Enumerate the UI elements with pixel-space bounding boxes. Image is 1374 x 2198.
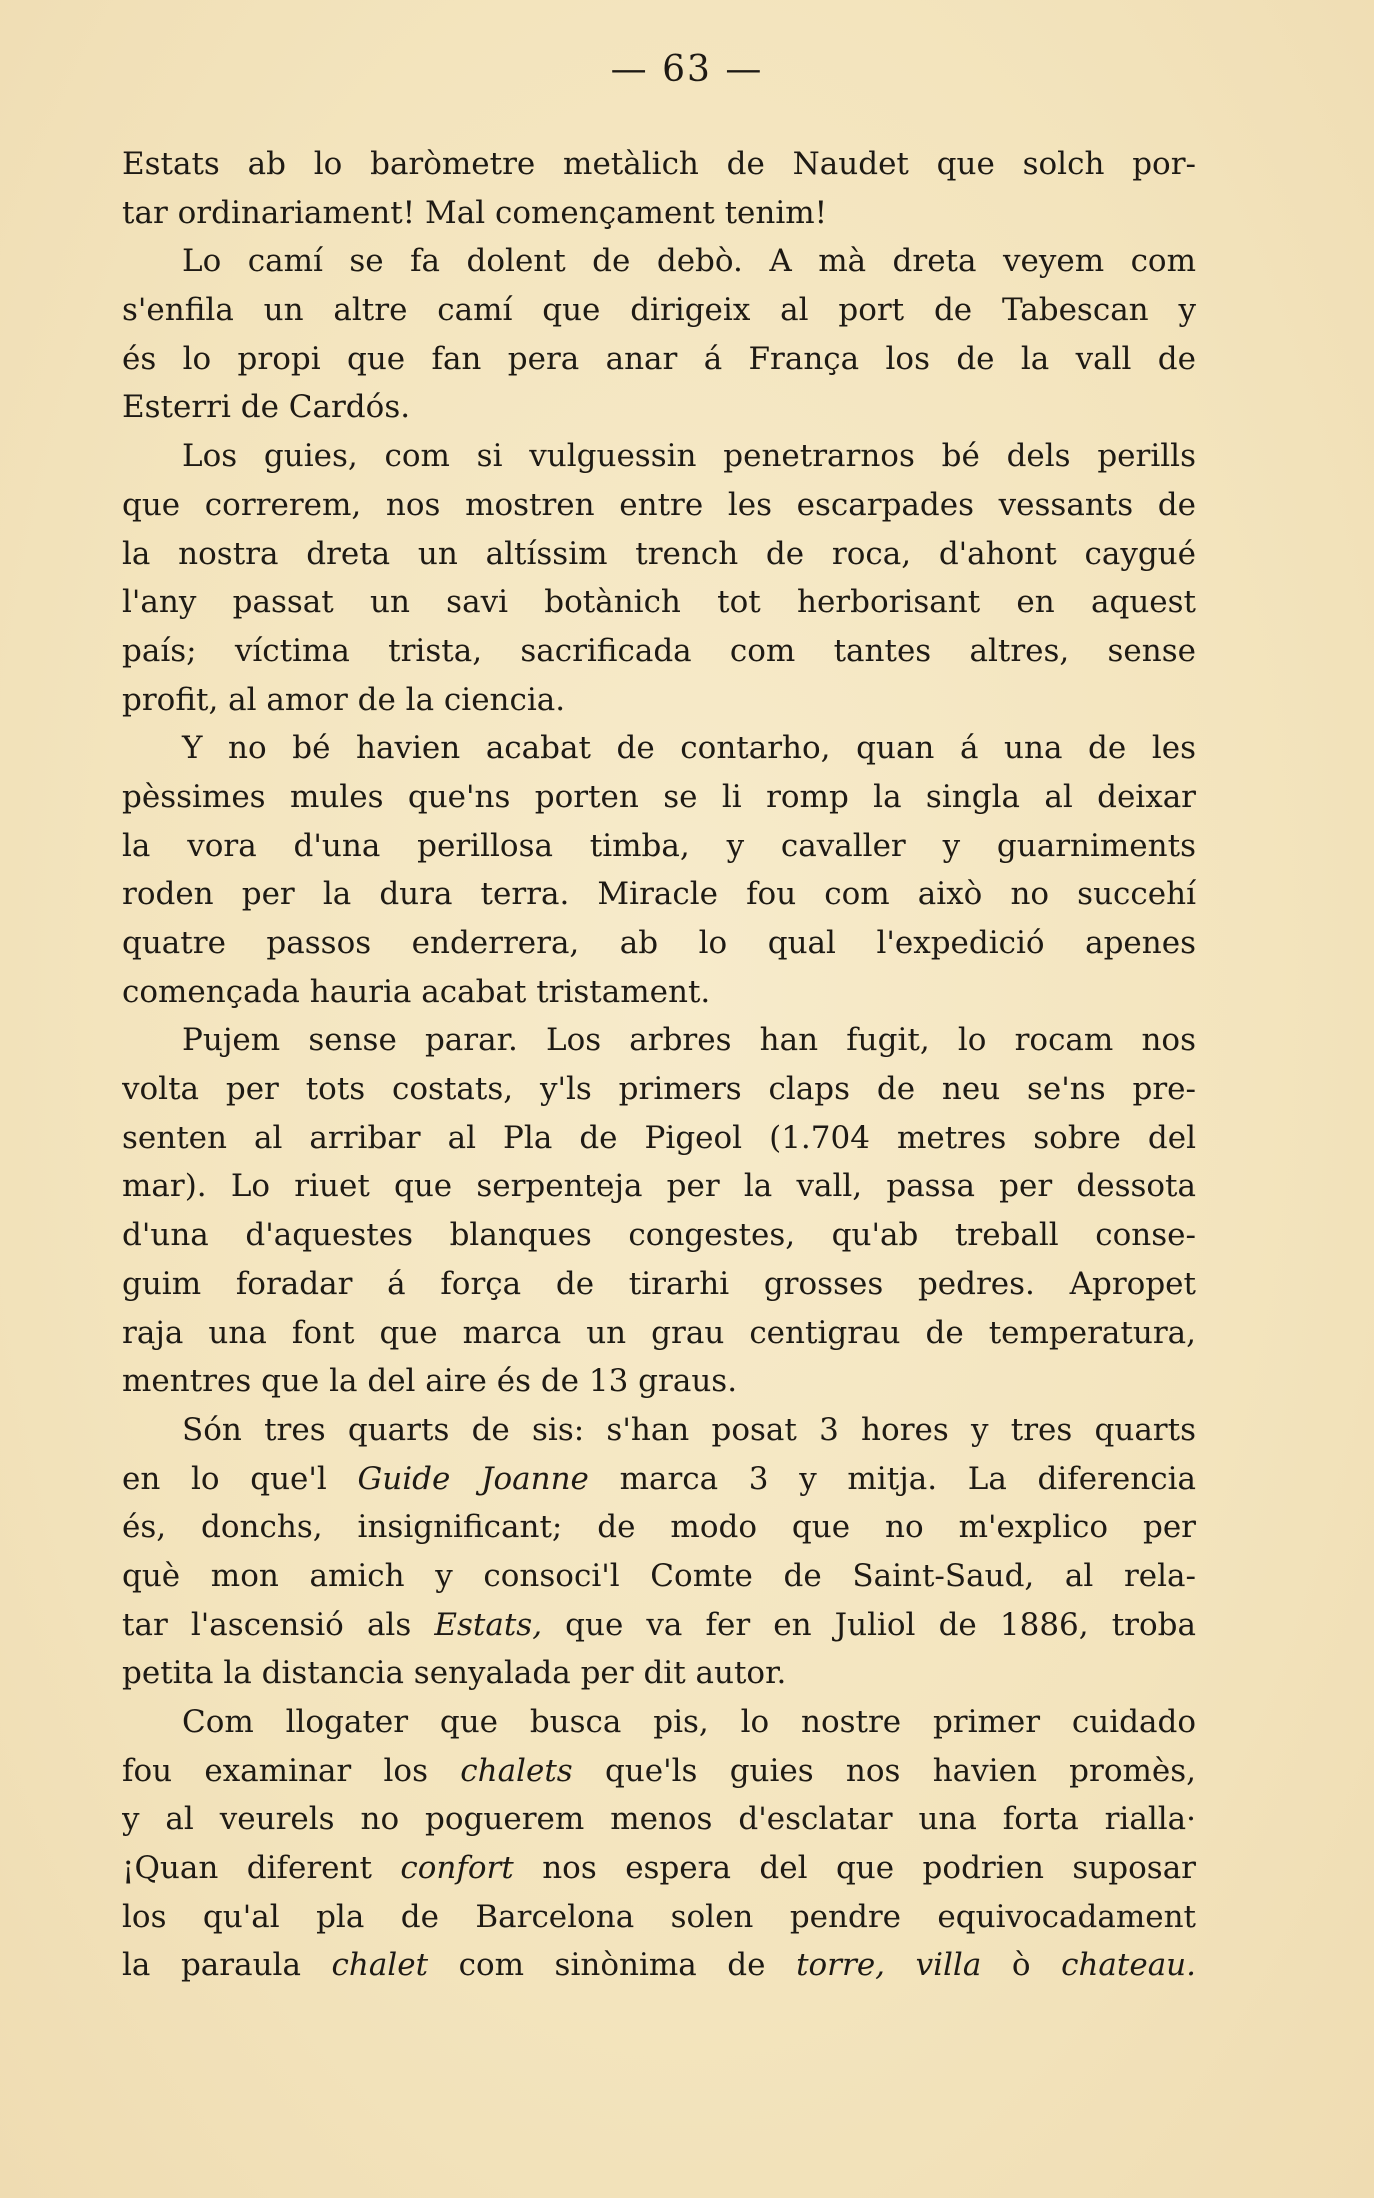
text-line: volta per tots costats, y'ls primers claps de neu se'ns pre- (122, 1071, 1196, 1108)
italic-text: torre, villa (796, 1947, 982, 1984)
text-line: país; víctima trista, sacrificada com tantes altres, sense (122, 632, 1196, 669)
text-line: guim foradar á força de tirarhi grosses pedres. Apropet (122, 1265, 1196, 1302)
text-line: és lo propi que fan pera anar á França los de la vall de (122, 340, 1196, 377)
italic-text: chalets (460, 1752, 573, 1789)
text-line: y al veurels no poguerem menos d'esclatar una forta rialla· (122, 1801, 1196, 1838)
text-line: petita la distancia senyalada per dit autor. (122, 1655, 787, 1692)
text-segment: que'ls guies nos havien promès, (572, 1752, 1196, 1789)
italic-text: Guide Joanne (357, 1460, 589, 1497)
italic-text: chateau. (1061, 1947, 1196, 1984)
text-line: profit, al amor de la ciencia. (122, 681, 566, 718)
text-line: pèssimes mules que'ns porten se li romp la singla al deixar (122, 778, 1196, 815)
text-segment: ò (981, 1947, 1062, 1984)
text-segment: que va fer en Juliol de 1886, troba (542, 1606, 1196, 1643)
text-segment: com sinònima de (428, 1947, 797, 1984)
text-line: Estats ab lo baròmetre metàlich de Naudet que solch por- (122, 146, 1196, 182)
text-line: tar ordinariament! Mal començament tenim! (122, 194, 828, 231)
text-line: la nostra dreta un altíssim trench de roca, d'ahont caygué (122, 535, 1196, 572)
page-number: — 63 — (610, 49, 764, 90)
text-line: senten al arribar al Pla de Pigeol (1.704 metres sobre del (122, 1119, 1196, 1156)
text-segment: en lo que'l (122, 1460, 358, 1497)
text-line (122, 1941, 1196, 1990)
text-segment: ¡Quan diferent (122, 1850, 401, 1887)
text-segment: marca 3 y mitja. La diferencia (588, 1460, 1196, 1497)
text-line: quatre passos enderrera, ab lo qual l'expedició apenes (122, 925, 1196, 961)
text-line: és, donchs, insignificant; de modo que no m'explico per (122, 1509, 1196, 1546)
text-line: l'any passat un savi botànich tot herborisant en aquest (122, 584, 1196, 621)
text-line (122, 1455, 1196, 1504)
text-line: Pujem sense parar. Los arbres han fugit, lo rocam nos (182, 1022, 1196, 1059)
text-segment: fou examinar los (122, 1752, 461, 1789)
text-line: que correrem, nos mostren entre les escarpades vessants de (122, 486, 1196, 523)
italic-text: chalet (331, 1947, 429, 1984)
text-line: mar). Lo riuet que serpenteja per la vall, passa per dessota (122, 1168, 1196, 1205)
text-line: Com llogater que busca pis, lo nostre primer cuidado (182, 1704, 1196, 1740)
text-segment: tar l'ascensió als (122, 1606, 435, 1643)
text-line: Y no bé havien acabat de contarho, quan á una de les (182, 730, 1196, 767)
italic-text: Estats, (434, 1606, 543, 1643)
text-line: Són tres quarts de sis: s'han posat 3 hores y tres quarts (182, 1411, 1196, 1448)
text-line: roden per la dura terra. Miracle fou com això no succehí (122, 876, 1196, 913)
text-line: la vora d'una perillosa timba, y cavaller y guarniments (122, 827, 1196, 864)
text-line: començada hauria acabat tristament. (122, 973, 711, 1010)
italic-text: confort (400, 1850, 514, 1887)
text-segment: nos espera del que podrien suposar (513, 1850, 1196, 1887)
text-line: què mon amich y consoci'l Comte de Saint-Saud, al rela- (122, 1557, 1196, 1594)
text-line: s'enfila un altre camí que dirigeix al port de Tabescan y (122, 292, 1196, 329)
text-line (122, 1601, 1196, 1650)
text-line: d'una d'aquestes blanques congestes, qu'ab treball conse- (122, 1217, 1196, 1254)
text-line (122, 1747, 1196, 1796)
text-line: Los guies, com si vulguessin penetrarnos bé dels perills (182, 438, 1196, 475)
body-text (122, 140, 1196, 1990)
text-line: Lo camí se fa dolent de debò. A mà dreta veyem com (182, 243, 1196, 280)
text-segment: la paraula (122, 1947, 332, 1984)
text-line: raja una font que marca un grau centigrau de temperatura, (122, 1314, 1196, 1351)
text-line (122, 1844, 1196, 1893)
text-line: los qu'al pla de Barcelona solen pendre equivocadament (122, 1898, 1196, 1935)
text-line: Esterri de Cardós. (122, 389, 411, 426)
text-line: mentres que la del aire és de 13 graus. (122, 1363, 738, 1400)
